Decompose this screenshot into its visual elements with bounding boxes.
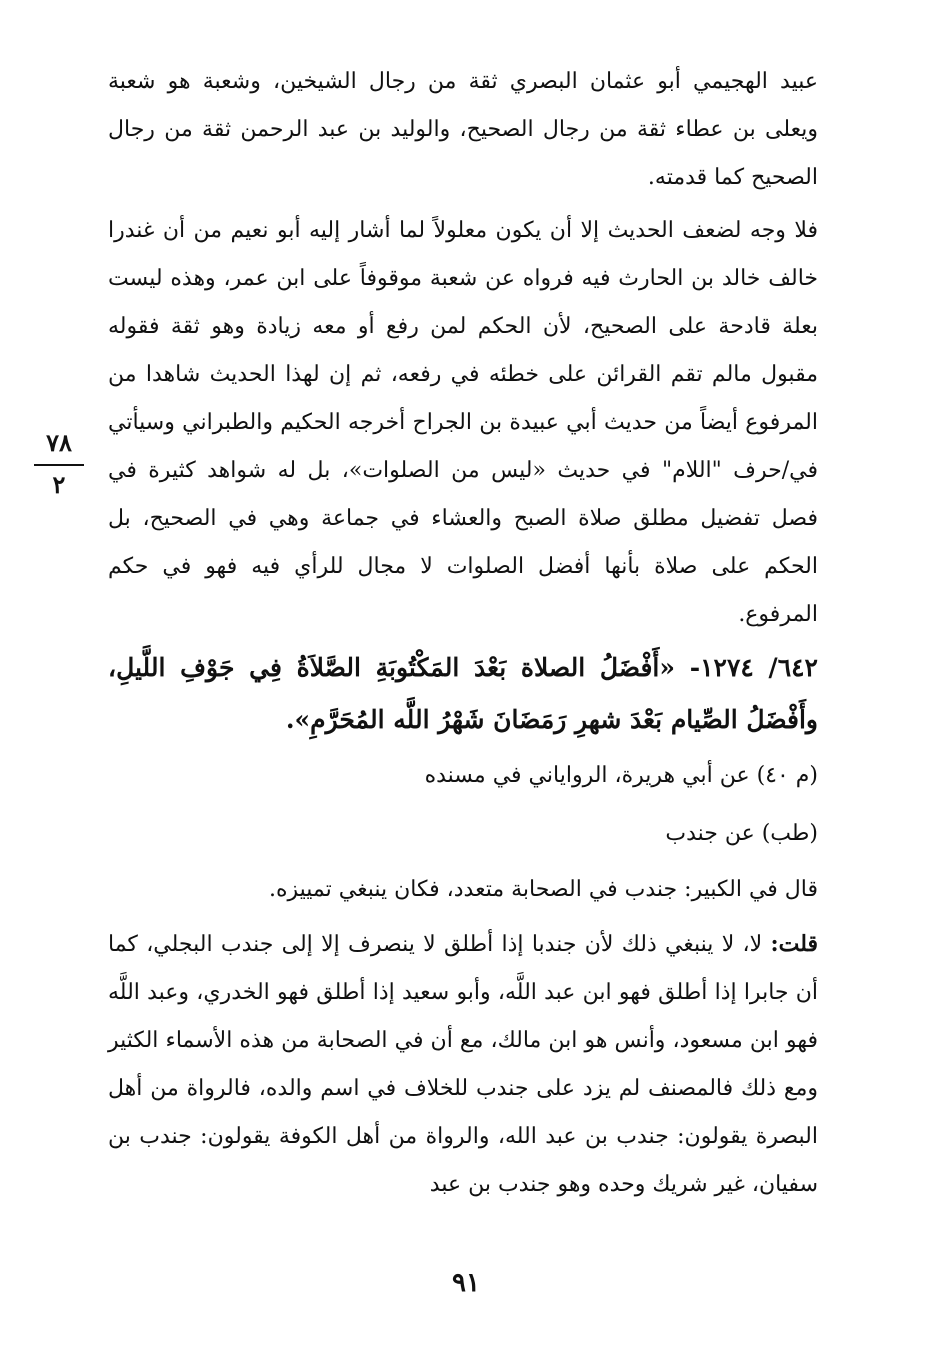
margin-volume-number: ٧٨ <box>46 428 72 457</box>
note-lead: قلت: <box>770 931 818 957</box>
author-note <box>108 920 818 1209</box>
margin-part-number: ٢ <box>52 470 66 499</box>
margin-divider <box>34 464 84 466</box>
margin-reference <box>34 428 84 500</box>
hadith-text: ٦٤٢/ ١٢٧٤- «أَفْضَلُ الصلاة بَعْدَ المَكْتُوبَةِ الصَّلاَةُ فِي جَوْفِ اللَّيلِ، وأَفْضَلُ الصِّيام بَعْدَ شهرِ رَمَضَانَ شَهْرُ اللَّه المُحَرَّمِ». <box>108 653 818 734</box>
paragraph-discussion: فلا وجه لضعف الحديث إلا أن يكون معلولاً لما أشار إليه أبو نعيم من أن غندرا خالف خالد بن الحارث فيه فرواه عن شعبة موقوفاً على ابن عمر، وهذه ليست بعلة قادحة على الصحيح، لأن الحكم لمن رفع أو معه زيادة وهو ثقة فقوله مقبول مالم تقم القرائن على خطئه في رفعه، ثم إن لهذا الحديث شاهدا من المرفوع أيضاً من حديث أبي عبيدة بن الجراح أخرجه الحكيم والطبراني وسيأتي في/حرف "اللام" في حديث «ليس من الصلوات»، بل له شواهد كثيرة في فصل تفضيل مطلق صلاة الصبح والعشاء في جماعة وهي في الصحيح، بل الحكم على صلاة بأنها أفضل الصلوات لا مجال للرأي فيه فهو في حكم المرفوع. <box>108 218 818 627</box>
source-line-1: (م ٤٠) عن أبي هريرة، الرواياني في مسنده <box>424 763 818 788</box>
source-line-2: (طب) عن جندب <box>665 821 818 846</box>
paragraph-narrators: عبيد الهجيمي أبو عثمان البصري ثقة من رجال الشيخين، وشعبة هو شعبة ويعلى بن عطاء ثقة من رجال الصحيح، والوليد بن عبد الرحمن ثقة من رجال الصحيح كما قدمته. <box>108 69 818 190</box>
note-body: لا، لا ينبغي ذلك لأن جندبا إذا أطلق لا ينصرف إلا إلى جندب البجلي، كما أن جابرا إذا أطلق فهو ابن عبد اللَّه، وأبو سعيد إذا أطلق فهو الخدري، وعبد اللَّه فهو ابن مسعود، وأنس هو ابن مالك، مع أن في الصحابة من هذه الأسماء الكثير ومع ذلك فالمصنف لم يزد على جندب للخلاف في اسم والده، فالرواة من أهل البصرة يقولون: جندب بن عبد الله، والرواة من أهل الكوفة يقولون: جندب بن سفيان، غير شريك وحده وهو جندب بن عبد <box>108 932 818 1197</box>
commentary-quote: قال في الكبير: جندب في الصحابة متعدد، فكان ينبغي تمييزه. <box>269 877 818 902</box>
page-number: ٩١ <box>452 1268 480 1298</box>
